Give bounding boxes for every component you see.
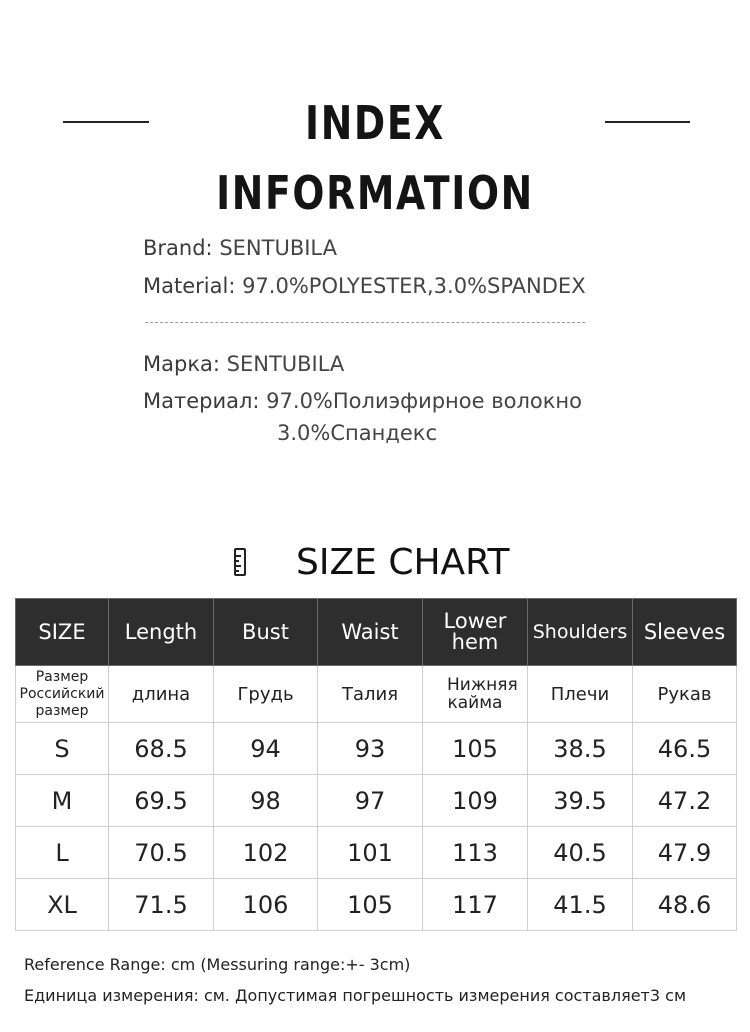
cell-bust: 98 xyxy=(214,775,318,827)
cell-bust: 106 xyxy=(214,879,318,931)
cell-length: 70.5 xyxy=(109,827,214,879)
column-header-sleeves: Sleeves xyxy=(633,599,737,666)
table-row xyxy=(16,775,737,827)
ru-reference-range-note: Единица измерения: см. Допустимая погрешность измерения составляет3 см xyxy=(24,986,687,1005)
cell-length: 69.5 xyxy=(109,775,214,827)
ru-header-row xyxy=(16,666,737,723)
ru-material-value-line1: 97.0%Полиэфирное волокно xyxy=(266,389,582,413)
column-header-length: Length xyxy=(109,599,214,666)
ruler-icon xyxy=(234,548,246,576)
info-divider xyxy=(145,322,585,323)
ru-header-bust: Грудь xyxy=(214,666,318,723)
cell-size: XL xyxy=(16,879,109,931)
cell-lower-hem: 105 xyxy=(423,723,528,775)
cell-sleeves: 48.6 xyxy=(633,879,737,931)
ru-material-value-line2: 3.0%Спандекс xyxy=(277,421,438,445)
ru-header-waist: Талия xyxy=(318,666,423,723)
cell-sleeves: 47.2 xyxy=(633,775,737,827)
cell-sleeves: 47.9 xyxy=(633,827,737,879)
table-row xyxy=(16,723,737,775)
column-header-waist: Waist xyxy=(318,599,423,666)
ru-header-length: длина xyxy=(109,666,214,723)
ru-header-sleeves: Рукав xyxy=(633,666,737,723)
cell-sleeves: 46.5 xyxy=(633,723,737,775)
cell-shoulders: 40.5 xyxy=(528,827,633,879)
cell-lower-hem: 113 xyxy=(423,827,528,879)
column-header-bust: Bust xyxy=(214,599,318,666)
ru-header-size: Размер Российский размер xyxy=(16,666,109,723)
cell-length: 68.5 xyxy=(109,723,214,775)
brand-value: SENTUBILA xyxy=(219,236,337,260)
ru-material-label: Материал: xyxy=(143,389,260,413)
cell-bust: 102 xyxy=(214,827,318,879)
ru-header-shoulders: Плечи xyxy=(528,666,633,723)
ru-header-lower-hem: Нижняя кайма xyxy=(423,666,528,723)
cell-size: M xyxy=(16,775,109,827)
size-chart-title: SIZE CHART xyxy=(296,542,510,583)
column-header-size: SIZE xyxy=(16,599,109,666)
cell-waist: 97 xyxy=(318,775,423,827)
material-label: Material: xyxy=(143,274,236,298)
cell-shoulders: 41.5 xyxy=(528,879,633,931)
table-row xyxy=(16,827,737,879)
column-header-lower-hem: Lower hem xyxy=(423,599,528,666)
cell-waist: 93 xyxy=(318,723,423,775)
cell-size: S xyxy=(16,723,109,775)
page-title: INDEX INFORMATION xyxy=(216,96,534,220)
reference-range-note: Reference Range: cm (Messuring range:+- 3cm) xyxy=(24,955,411,974)
title-divider-right xyxy=(605,121,690,123)
ru-brand-label: Марка: xyxy=(143,352,220,376)
ru-brand-row xyxy=(143,352,344,376)
cell-lower-hem: 117 xyxy=(423,879,528,931)
column-header-shoulders: Shoulders xyxy=(528,599,633,666)
table-header-row xyxy=(16,599,737,666)
ru-material-row xyxy=(143,389,582,413)
cell-waist: 105 xyxy=(318,879,423,931)
ru-brand-value: SENTUBILA xyxy=(226,352,345,376)
title-divider-left xyxy=(63,121,149,123)
cell-lower-hem: 109 xyxy=(423,775,528,827)
cell-bust: 94 xyxy=(214,723,318,775)
material-row xyxy=(143,274,586,298)
table-row xyxy=(16,879,737,931)
cell-shoulders: 39.5 xyxy=(528,775,633,827)
brand-label: Brand: xyxy=(143,236,213,260)
cell-length: 71.5 xyxy=(109,879,214,931)
cell-waist: 101 xyxy=(318,827,423,879)
brand-row xyxy=(143,236,337,260)
cell-size: L xyxy=(16,827,109,879)
material-value: 97.0%POLYESTER,3.0%SPANDEX xyxy=(242,274,586,298)
cell-shoulders: 38.5 xyxy=(528,723,633,775)
size-chart-table xyxy=(15,598,737,931)
